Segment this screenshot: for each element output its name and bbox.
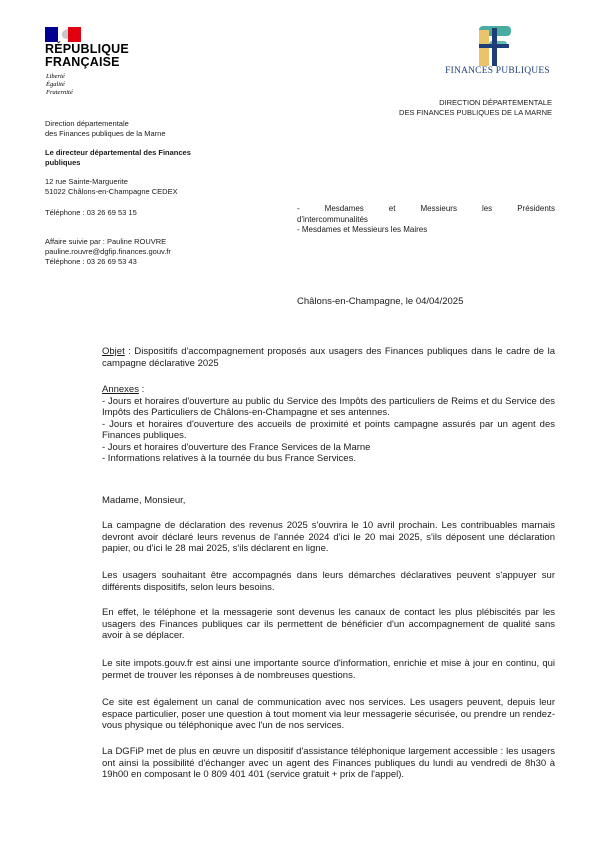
annex-item: - Jours et horaires d'ouverture au public du Service des Impôts des particuliers de Reims et du Service des Impôts des Particuliers de Châlons-en-Champagne et ses antennes.: [102, 395, 555, 418]
motto: Liberté Égalité Fraternité: [46, 73, 73, 96]
annexes-label: Annexes: [102, 384, 139, 395]
salutation: Madame, Monsieur,: [102, 495, 186, 506]
ddfip-header: DIRECTION DÉPARTEMENTALE DES FINANCES PUBLIQUES DE LA MARNE: [399, 98, 552, 117]
marianne-flag-logo: [45, 27, 81, 42]
sender-address: 12 rue Sainte-Marguerite 51022 Châlons-en-Champagne CEDEX: [45, 177, 178, 196]
republique-francaise: RÉPUBLIQUE FRANÇAISE: [45, 42, 129, 69]
contact-email[interactable]: pauline.rouvre@dgfip.finances.gouv.fr: [45, 247, 171, 256]
sender-phone: Téléphone : 03 26 69 53 15: [45, 208, 137, 217]
objet-text: : Dispositifs d'accompagnement proposés aux usagers des Finances publiques dans le cadre de la campagne déclarative 2025: [102, 346, 555, 369]
paragraph: Le site impots.gouv.fr est ainsi une importante source d'information, enrichie et mise à jour en continu, qui permet de trouver les réponses à de nombreuses questions.: [102, 658, 555, 681]
objet-label: Objet: [102, 346, 125, 357]
annex-item: - Informations relatives à la tournée du bus France Services.: [102, 453, 356, 464]
finances-publiques-name: FINANCES PUBLIQUES: [445, 66, 550, 76]
sender-director: Le directeur départemental des Finances publiques: [45, 148, 191, 167]
paragraph: Ce site est également un canal de communication avec nos services. Les usagers peuvent, depuis leur espace particulier, poser une question à tout moment via leur messagerie sécurisée, ou prendre un rendez-vous physique ou téléphonique avec l'un de nos services.: [102, 697, 555, 731]
annex-item: - Jours et horaires d'ouverture des France Services de la Marne: [102, 441, 371, 453]
paragraph: La campagne de déclaration des revenus 2025 s'ouvrira le 10 avril prochain. Les contribuables marnais devront avoir déclaré leurs revenus de l'année 2024 d'ici le 20 mai 2025, s'ils déposent une déclaration papier, ou d'ici le 28 mai 2025, s'ils déclarent en ligne.: [102, 520, 555, 554]
letter-date: Châlons-en-Champagne, le 04/04/2025: [297, 296, 464, 307]
sender-direction: Direction départementale des Finances publiques de la Marne: [45, 119, 166, 138]
objet: [102, 346, 555, 369]
sender-contact: Affaire suivie par : Pauline ROUVRE pauline.rouvre@dgfip.finances.gouv.fr Téléphone : 03 26 69 53 43: [45, 237, 255, 267]
paragraph: En effet, le téléphone et la messagerie sont devenus les canaux de contact les plus plébiscités par les usagers des Finances publiques car ils permettent de bénéficier d'un accompagnement de qualité sans avoir à se déplacer.: [102, 607, 555, 641]
finances-publiques-logo-icon: [475, 24, 515, 68]
annexes: Annexes : - Jours et horaires d'ouverture au public du Service des Impôts des particuliers de Reims et du Service des Impôts des Particuliers de Châlons-en-Champagne et ses antennes. - Jours et horaires d'ouverture des accueils de proximité et points campagne assurés par un agent des Finances publiques. - Jours et horaires d'ouverture des France Services de la Marne - Informations relatives à la tournée du bus France Services.: [102, 384, 555, 464]
recipients: - Mesdames et Messieurs les Présidents d'intercommunalités - Mesdames et Messieurs les Maires: [297, 204, 555, 234]
paragraph: Les usagers souhaitant être accompagnés dans leurs démarches déclaratives peuvent s'appuyer sur différents dispositifs, selon leurs besoins.: [102, 570, 555, 593]
paragraph: La DGFiP met de plus en œuvre un dispositif d'assistance téléphonique largement accessible : les usagers ont ainsi la possibilité d'échanger avec un agent des Finances publiques du lundi au vendredi de 8h30 à 19h00 en composant le 0 809 401 401 (service gratuit + prix de l'appel).: [102, 746, 555, 780]
annex-item: - Jours et horaires d'ouverture des accueils de proximité et points campagne assurés par un agent des Finances publiques.: [102, 418, 555, 441]
